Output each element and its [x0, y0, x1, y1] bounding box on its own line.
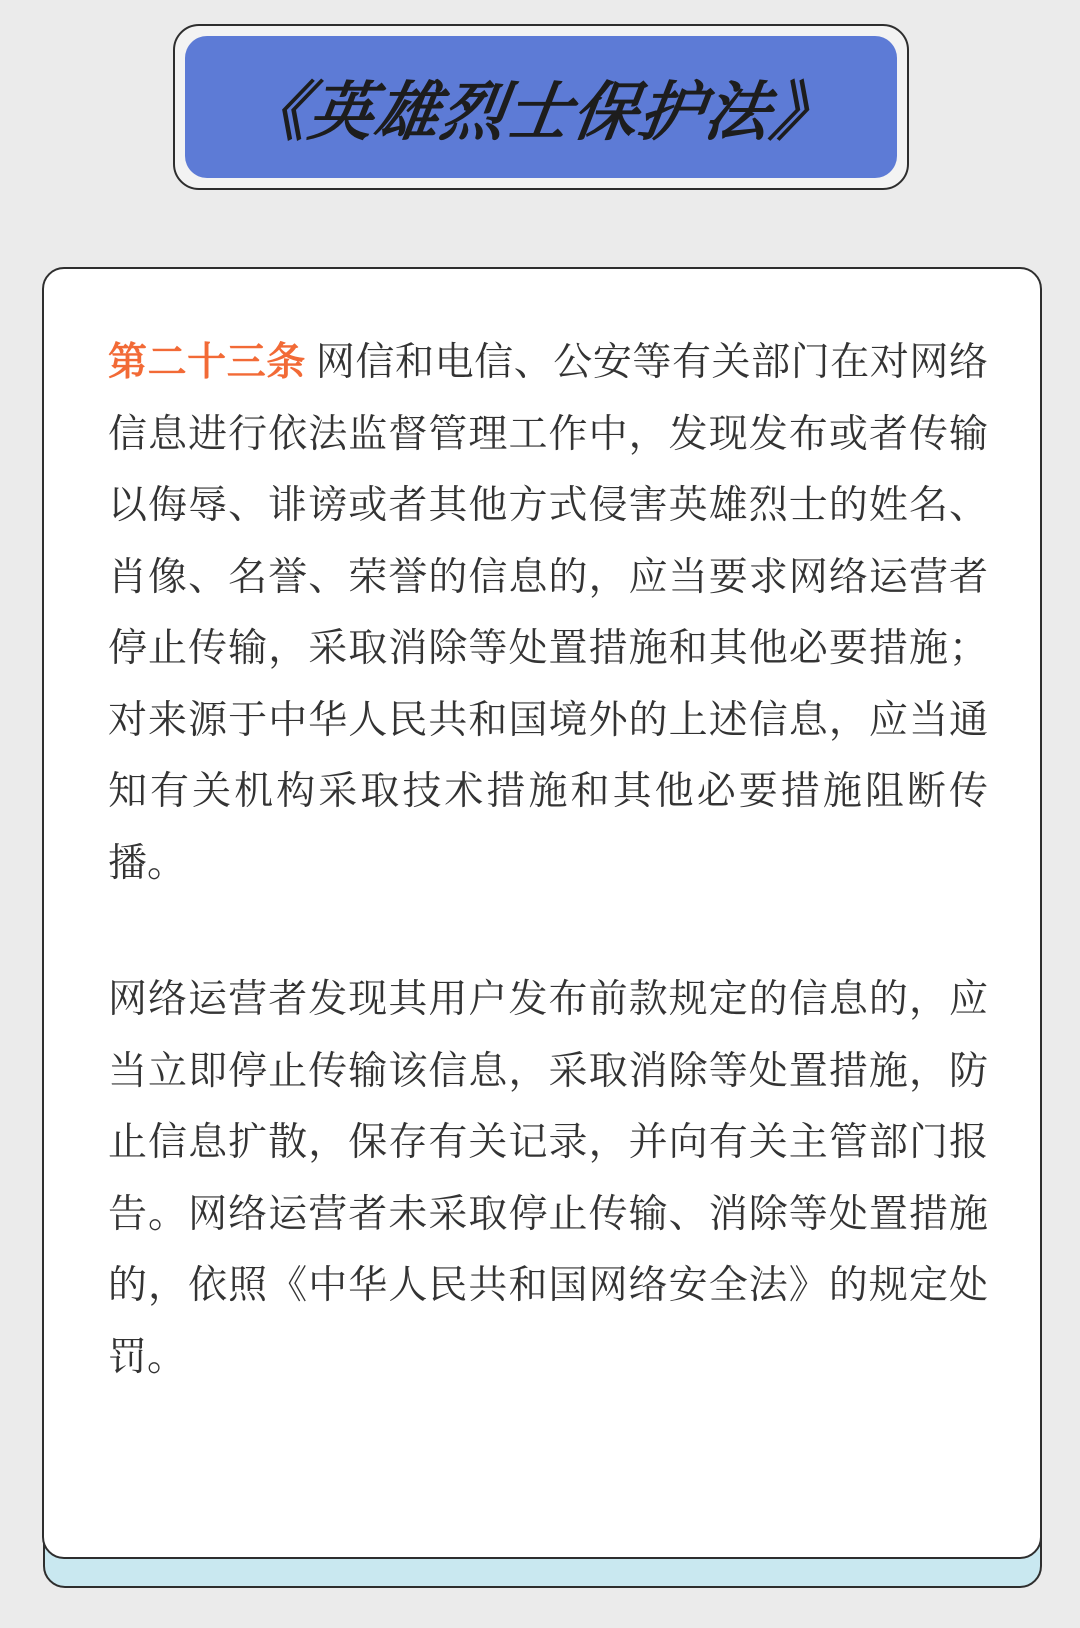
- article-paragraph-2: 网络运营者发现其用户发布前款规定的信息的，应当立即停止传输该信息，采取消除等处置措施，防止信息扩散，保存有关记录，并向有关主管部门报告。网络运营者未采取停止传输、消除等处置措施的，依照《中华人民共和国网络安全法》的规定处罚。: [108, 977, 988, 1380]
- article-label: 第二十三条: [108, 340, 306, 385]
- title-banner: [185, 36, 897, 178]
- content-card: [42, 267, 1042, 1559]
- article-paragraph-1: [108, 327, 988, 899]
- article-paragraph-1-text: 网信和电信、公安等有关部门在对网络信息进行依法监督管理工作中，发现发布或者传输以侮辱、诽谤或者其他方式侵害英雄烈士的姓名、肖像、名誉、荣誉的信息的，应当要求网络运营者停止传输，采取消除等处置措施和其他必要措施；对来源于中华人民共和国境外的上述信息，应当通知有关机构采取技术措施和其他必要措施阻断传播。: [108, 340, 988, 886]
- page-title: 《英雄烈士保护法》: [237, 76, 843, 150]
